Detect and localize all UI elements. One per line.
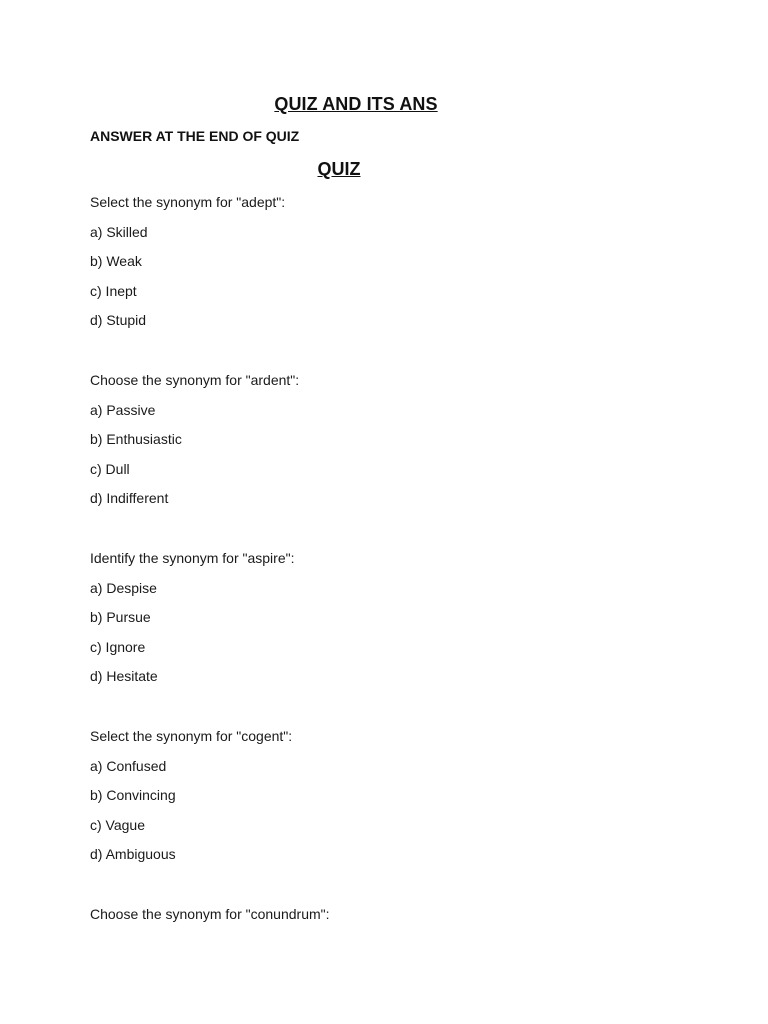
answer-option: a) Confused [90,757,167,774]
answer-option: c) Inept [90,282,137,299]
question-block [90,722,690,870]
answer-option: b) Convincing [90,787,176,804]
question-block [90,544,690,692]
question-prompt: Choose the synonym for "conundrum": [90,905,330,922]
question-prompt: Choose the synonym for "ardent": [90,371,300,388]
answer-option: c) Dull [90,460,130,477]
answer-option: b) Weak [90,253,142,270]
question-block [90,188,690,336]
question-block [90,900,690,930]
document-subtitle: ANSWER AT THE END OF QUIZ [90,128,300,144]
question-block [90,366,690,514]
answer-option: c) Ignore [90,638,146,655]
answer-option: d) Hesitate [90,668,158,685]
question-prompt: Select the synonym for "adept": [90,194,286,210]
question-list [90,188,690,959]
question-prompt: Identify the synonym for "aspire": [90,549,295,566]
document-title: QUIZ AND ITS ANS [274,94,438,114]
answer-option: a) Despise [90,579,157,596]
answer-option: d) Indifferent [90,490,169,507]
answer-option: a) Passive [90,401,156,418]
question-prompt: Select the synonym for "cogent": [90,727,293,744]
answer-option: b) Enthusiastic [90,431,182,448]
answer-option: d) Stupid [90,312,147,329]
answer-option: c) Vague [90,816,145,833]
answer-option: a) Skilled [90,223,148,240]
answer-option: d) Ambiguous [90,846,176,863]
section-heading: QUIZ [317,159,361,179]
answer-option: b) Pursue [90,609,151,626]
